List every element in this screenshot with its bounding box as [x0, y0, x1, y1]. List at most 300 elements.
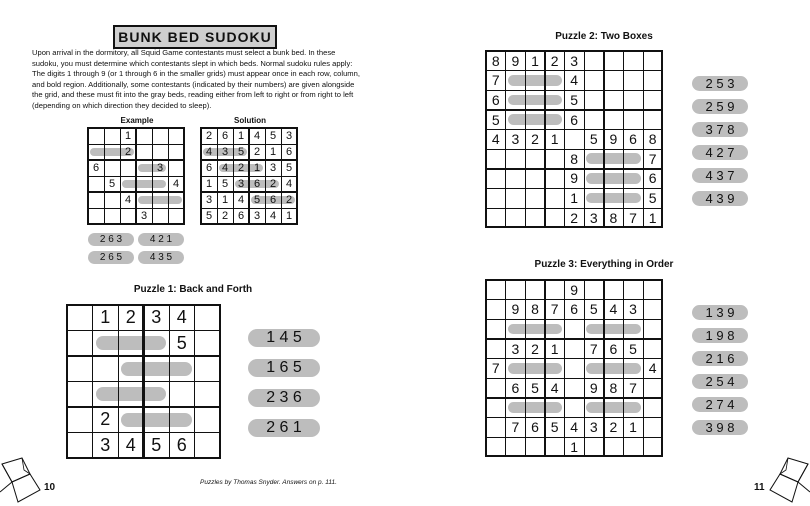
grid-cell: [564, 319, 584, 339]
grid-line: [485, 299, 663, 300]
grid-cell: [486, 188, 506, 208]
grid-line: [183, 127, 185, 225]
grid-cell: 6: [92, 162, 100, 174]
grid-cell: [604, 398, 624, 418]
grid-cell: [152, 208, 168, 224]
grid-cell: [104, 192, 120, 208]
grid-line: [219, 304, 221, 459]
grid-cell: [525, 280, 545, 300]
grid-line: [87, 208, 185, 209]
left-page-number: 10: [44, 482, 56, 493]
puzzle3-contestant-pill: 2 5 4: [692, 374, 748, 389]
grid-cell: [169, 356, 195, 382]
grid-cell: [486, 437, 506, 457]
grid-cell: [643, 280, 663, 300]
grid-cell: 3: [589, 209, 598, 226]
grid-cell: 6: [570, 111, 579, 128]
grid-cell: [67, 407, 93, 433]
grid-cell: [545, 437, 565, 457]
grid-line: [485, 417, 663, 418]
grid-cell: [545, 188, 565, 208]
grid-cell: 1: [648, 209, 657, 226]
grid-cell: [525, 208, 545, 228]
grid-cell: [584, 358, 604, 378]
grid-cell: [643, 319, 663, 339]
grid-cell: [623, 319, 643, 339]
grid-cell: [604, 358, 624, 378]
grid-cell: [144, 407, 170, 433]
grid-cell: 5: [648, 189, 657, 206]
grid-cell: [643, 417, 663, 437]
grid-cell: [584, 188, 604, 208]
grid-cell: 2: [221, 210, 229, 222]
grid-cell: [486, 339, 506, 359]
solution-label: Solution: [234, 116, 266, 125]
grid-cell: 3: [589, 418, 598, 435]
grid-cell: [506, 437, 526, 457]
grid-cell: [195, 331, 221, 357]
grid-cell: [525, 319, 545, 339]
grid-cell: 8: [648, 131, 657, 148]
grid-cell: 4: [491, 131, 500, 148]
grid-cell: [525, 90, 545, 110]
puzzle1-contestant-pill: 2 3 6: [248, 389, 320, 407]
grid-line: [485, 50, 487, 228]
puzzle1-title: Puzzle 1: Back and Forth: [133, 284, 253, 295]
grid-cell: 3: [221, 146, 229, 158]
grid-cell: 5: [589, 131, 598, 148]
puzzle2-grid: [486, 51, 662, 227]
grid-cell: 9: [609, 131, 618, 148]
grid-cell: [67, 356, 93, 382]
grid-cell: 5: [221, 178, 229, 190]
grid-line: [485, 397, 663, 399]
grid-line: [623, 279, 624, 457]
grid-cell: [195, 407, 221, 433]
example-bed-pill: 2 6 5: [88, 251, 134, 264]
grid-cell: 3: [285, 130, 293, 142]
grid-cell: [506, 358, 526, 378]
grid-cell: 7: [491, 72, 500, 89]
grid-cell: [93, 331, 119, 357]
grid-line: [66, 406, 221, 408]
grid-cell: 4: [285, 178, 293, 190]
grid-cell: [643, 437, 663, 457]
grid-cell: [506, 149, 526, 169]
grid-cell: [120, 176, 136, 192]
grid-cell: [104, 208, 120, 224]
grid-cell: [545, 319, 565, 339]
grid-cell: [144, 331, 170, 357]
grid-cell: 4: [205, 146, 213, 158]
grid-cell: [525, 149, 545, 169]
grid-line: [200, 208, 298, 209]
grid-cell: [118, 331, 144, 357]
grid-cell: [152, 144, 168, 160]
grid-cell: 6: [205, 162, 213, 174]
grid-cell: [525, 398, 545, 418]
grid-cell: [88, 128, 104, 144]
grid-cell: [486, 417, 506, 437]
grid-cell: [623, 398, 643, 418]
grid-cell: [152, 128, 168, 144]
grid-cell: 2: [269, 178, 277, 190]
grid-cell: 4: [253, 130, 261, 142]
grid-line: [564, 279, 565, 457]
grid-cell: [67, 305, 93, 331]
grid-line: [485, 338, 663, 340]
grid-cell: [604, 149, 624, 169]
grid-cell: 6: [570, 301, 579, 318]
grid-cell: [564, 358, 584, 378]
puzzle1-grid: [67, 305, 220, 458]
grid-cell: [136, 176, 152, 192]
grid-cell: [604, 319, 624, 339]
grid-cell: 1: [570, 189, 579, 206]
grid-cell: 2: [570, 209, 579, 226]
grid-cell: 7: [511, 418, 520, 435]
grid-cell: 2: [531, 340, 539, 357]
grid-line: [66, 457, 221, 459]
grid-cell: [486, 169, 506, 189]
grid-cell: [525, 71, 545, 91]
grid-cell: [93, 356, 119, 382]
grid-cell: 6: [176, 434, 187, 455]
grid-cell: [506, 398, 526, 418]
grid-line: [485, 129, 663, 130]
grid-cell: 5: [253, 194, 261, 206]
grid-cell: [545, 169, 565, 189]
grid-cell: [584, 169, 604, 189]
grid-cell: 7: [491, 360, 500, 377]
grid-line: [200, 176, 298, 177]
puzzle1-contestant-pill: 1 4 5: [248, 329, 320, 347]
grid-cell: [604, 110, 624, 130]
grid-cell: [545, 280, 565, 300]
grid-line: [485, 437, 663, 438]
grid-cell: 3: [269, 162, 277, 174]
grid-cell: 2: [285, 194, 293, 206]
example-label: Example: [120, 116, 154, 125]
grid-cell: [486, 378, 506, 398]
grid-cell: 6: [648, 170, 657, 187]
grid-cell: [584, 149, 604, 169]
grid-cell: 4: [570, 72, 579, 89]
grid-cell: [545, 90, 565, 110]
grid-cell: 6: [253, 178, 261, 190]
grid-cell: 4: [172, 178, 180, 190]
puzzle1-contestant-pill: 2 6 1: [248, 419, 320, 437]
grid-line: [661, 50, 663, 228]
grid-cell: 3: [205, 194, 213, 206]
grid-cell: [525, 437, 545, 457]
grid-cell: [104, 160, 120, 176]
grid-cell: 5: [570, 91, 579, 108]
grid-cell: [545, 71, 565, 91]
grid-line: [485, 455, 663, 457]
grid-cell: [195, 305, 221, 331]
grid-cell: [88, 144, 104, 160]
grid-cell: [623, 358, 643, 378]
grid-cell: 4: [269, 210, 277, 222]
grid-cell: [136, 160, 152, 176]
grid-cell: 1: [285, 210, 293, 222]
grid-cell: 2: [205, 130, 213, 142]
grid-cell: [136, 128, 152, 144]
grid-cell: [643, 398, 663, 418]
example-bed-pill: 4 2 1: [138, 233, 184, 246]
grid-line: [485, 226, 663, 228]
grid-cell: 2: [125, 307, 136, 328]
grid-cell: 4: [176, 307, 187, 328]
grid-cell: [88, 176, 104, 192]
grid-line: [485, 279, 663, 281]
grid-cell: 5: [629, 340, 637, 357]
grid-cell: 1: [269, 146, 277, 158]
grid-cell: [506, 208, 526, 228]
grid-cell: [93, 382, 119, 408]
grid-cell: [545, 110, 565, 130]
grid-cell: [144, 382, 170, 408]
intro-text: Upon arrival in the dormitory, all Squid Game contestants must select a bunk bed. In these sudoku, you must determine which contestants slept in which beds. Normal sudoku rules apply: The digits 1 through 9 (or 1 through 6 in the smaller grids) must appear once in each row, column, and bold region. Additionally, some contestants (indicated by their numbers) are given alongside the grid, and these must fit into the gray beds, reading either from left to right or from right to left (depending on which direction they decided to sleep).: [32, 48, 360, 110]
grid-line: [603, 50, 605, 228]
grid-cell: [643, 71, 663, 91]
grid-cell: [169, 382, 195, 408]
grid-cell: [604, 437, 624, 457]
grid-cell: [604, 280, 624, 300]
grid-cell: [525, 188, 545, 208]
grid-cell: [118, 382, 144, 408]
grid-cell: 1: [550, 340, 559, 357]
grid-cell: 3: [253, 210, 261, 222]
grid-cell: [623, 437, 643, 457]
grid-cell: [623, 110, 643, 130]
grid-cell: 3: [237, 178, 245, 190]
grid-cell: [623, 188, 643, 208]
grid-cell: 3: [570, 52, 579, 69]
grid-cell: 7: [589, 340, 598, 357]
grid-cell: [88, 208, 104, 224]
grid-cell: 3: [156, 162, 164, 174]
page-title: BUNK BED SUDOKU: [113, 25, 277, 49]
grid-cell: [623, 90, 643, 110]
grid-cell: 9: [570, 170, 579, 187]
puzzle2-contestant-pill: 3 7 8: [692, 122, 748, 137]
grid-cell: [623, 51, 643, 71]
grid-cell: [144, 356, 170, 382]
puzzle2-contestant-pill: 2 5 9: [692, 99, 748, 114]
grid-cell: 5: [531, 379, 539, 396]
puzzle3-contestant-pill: 1 9 8: [692, 328, 748, 343]
grid-cell: 5: [550, 418, 559, 435]
grid-cell: 6: [531, 418, 539, 435]
puzzle2-contestant-pill: 4 3 9: [692, 191, 748, 206]
grid-cell: 4: [124, 194, 132, 206]
grid-cell: [604, 51, 624, 71]
grid-cell: 8: [491, 52, 500, 69]
grid-cell: [604, 169, 624, 189]
grid-cell: 8: [609, 379, 618, 396]
grid-cell: 7: [629, 379, 637, 396]
puzzle3-grid: [486, 280, 662, 456]
grid-cell: 9: [511, 52, 520, 69]
grid-cell: [623, 149, 643, 169]
grid-cell: [506, 90, 526, 110]
grid-cell: 2: [253, 146, 261, 158]
grid-cell: [195, 382, 221, 408]
grid-cell: [545, 149, 565, 169]
solution-grid: [201, 128, 297, 224]
grid-cell: [564, 339, 584, 359]
grid-line: [525, 279, 526, 457]
grid-cell: 1: [253, 162, 261, 174]
grid-cell: [136, 144, 152, 160]
grid-line: [281, 127, 282, 225]
grid-cell: [120, 208, 136, 224]
footer-credit: Puzzles by Thomas Snyder. Answers on p. 111.: [200, 479, 337, 486]
grid-cell: [584, 398, 604, 418]
grid-line: [168, 127, 169, 225]
grid-line: [584, 50, 585, 228]
grid-cell: [525, 169, 545, 189]
grid-cell: [195, 433, 221, 459]
grid-cell: 5: [108, 178, 116, 190]
grid-cell: [623, 71, 643, 91]
grid-cell: 2: [124, 146, 132, 158]
grid-cell: [506, 319, 526, 339]
grid-cell: 7: [648, 150, 657, 167]
grid-cell: [104, 128, 120, 144]
grid-cell: [545, 208, 565, 228]
grid-cell: [168, 128, 184, 144]
grid-cell: 3: [100, 434, 111, 455]
grid-line: [564, 50, 565, 228]
grid-cell: [168, 208, 184, 224]
grid-cell: 6: [221, 130, 229, 142]
grid-cell: 4: [648, 360, 657, 377]
grid-cell: [118, 407, 144, 433]
grid-cell: 1: [221, 194, 229, 206]
grid-cell: [152, 192, 168, 208]
grid-cell: [88, 192, 104, 208]
grid-line: [485, 149, 663, 150]
grid-line: [643, 279, 644, 457]
grid-cell: 7: [550, 301, 559, 318]
grid-cell: [118, 356, 144, 382]
puzzle2-contestant-pill: 4 3 7: [692, 168, 748, 183]
grid-cell: [506, 280, 526, 300]
grid-cell: 2: [609, 418, 618, 435]
grid-cell: [506, 110, 526, 130]
origami-corner-left-icon: [0, 456, 48, 506]
grid-cell: [525, 358, 545, 378]
grid-line: [485, 109, 663, 111]
grid-cell: [584, 51, 604, 71]
grid-cell: 6: [609, 340, 618, 357]
grid-cell: 3: [511, 131, 520, 148]
grid-cell: 1: [205, 178, 213, 190]
puzzle3-contestant-pill: 2 7 4: [692, 397, 748, 412]
grid-cell: [104, 144, 120, 160]
grid-cell: 5: [589, 301, 598, 318]
grid-cell: 9: [511, 301, 520, 318]
grid-line: [485, 358, 663, 359]
grid-cell: 5: [205, 210, 213, 222]
grid-cell: [486, 208, 506, 228]
grid-line: [485, 279, 487, 457]
grid-cell: 6: [491, 91, 500, 108]
grid-cell: [67, 382, 93, 408]
right-page-number: 11: [754, 482, 765, 493]
grid-cell: 2: [100, 409, 111, 430]
grid-line: [200, 223, 298, 225]
grid-cell: 4: [550, 379, 559, 396]
grid-cell: [486, 280, 506, 300]
grid-line: [87, 176, 185, 177]
grid-line: [643, 50, 644, 228]
grid-cell: [623, 169, 643, 189]
puzzle3-contestant-pill: 3 9 8: [692, 420, 748, 435]
grid-cell: 9: [570, 281, 579, 298]
grid-cell: 1: [550, 131, 559, 148]
grid-cell: 5: [269, 130, 277, 142]
puzzle1-contestant-pill: 1 6 5: [248, 359, 320, 377]
example-grid: [88, 128, 184, 224]
grid-cell: [152, 176, 168, 192]
grid-line: [296, 127, 298, 225]
grid-line: [525, 50, 526, 228]
grid-cell: [195, 356, 221, 382]
grid-cell: [486, 149, 506, 169]
grid-line: [485, 208, 663, 209]
grid-cell: 5: [176, 332, 187, 353]
grid-cell: 8: [570, 150, 579, 167]
grid-cell: 6: [629, 131, 637, 148]
grid-line: [485, 188, 663, 189]
grid-cell: [486, 319, 506, 339]
puzzle2-contestant-pill: 2 5 3: [692, 76, 748, 91]
grid-cell: 8: [609, 209, 618, 226]
grid-cell: [506, 188, 526, 208]
grid-cell: [584, 71, 604, 91]
grid-cell: [486, 398, 506, 418]
grid-line: [194, 304, 195, 459]
grid-cell: [486, 300, 506, 320]
grid-cell: 4: [125, 434, 136, 455]
grid-cell: [584, 280, 604, 300]
grid-cell: [604, 90, 624, 110]
grid-cell: 6: [269, 194, 277, 206]
grid-cell: 9: [589, 379, 598, 396]
puzzle3-contestant-pill: 1 3 9: [692, 305, 748, 320]
grid-line: [661, 279, 663, 457]
grid-line: [66, 381, 221, 382]
grid-cell: 5: [491, 111, 500, 128]
grid-cell: [643, 300, 663, 320]
grid-line: [505, 279, 506, 457]
grid-cell: [120, 160, 136, 176]
grid-line: [169, 304, 170, 459]
grid-cell: [168, 160, 184, 176]
grid-line: [265, 127, 266, 225]
grid-cell: [506, 71, 526, 91]
grid-line: [544, 50, 546, 228]
grid-cell: 3: [629, 301, 637, 318]
grid-cell: 3: [151, 307, 162, 328]
grid-line: [485, 50, 663, 52]
grid-cell: 2: [531, 131, 539, 148]
grid-cell: 5: [285, 162, 293, 174]
